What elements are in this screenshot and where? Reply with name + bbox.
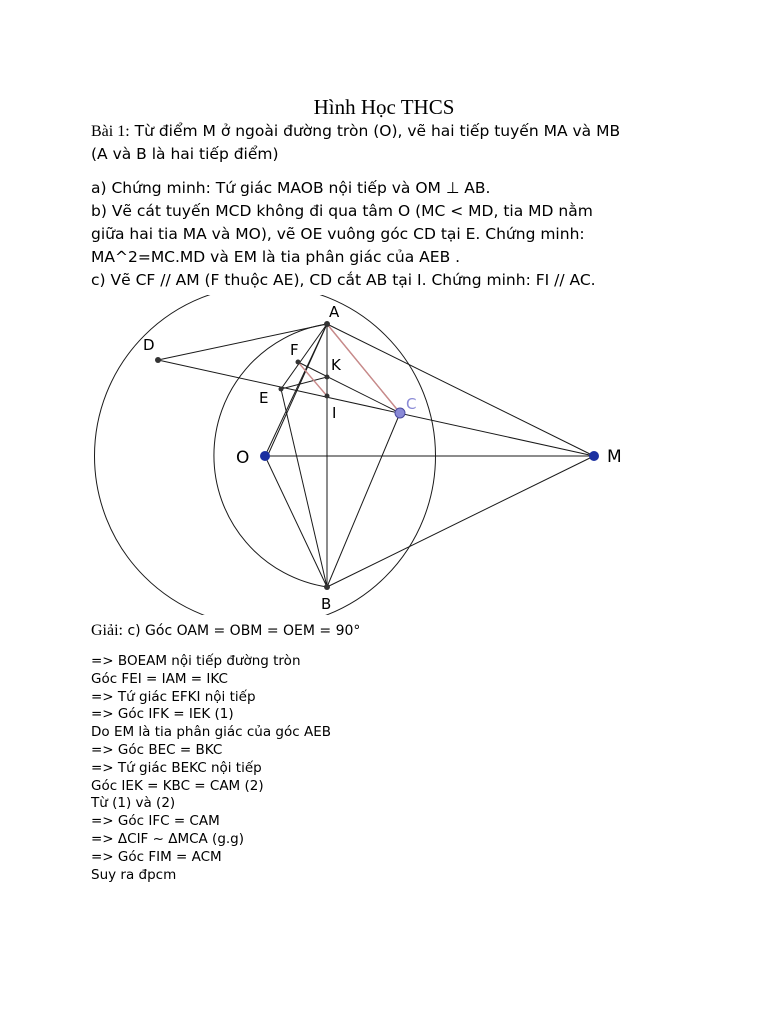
solution-line: => ΔCIF ~ ΔMCA (g.g)	[91, 830, 245, 847]
secant-md	[158, 360, 594, 456]
label-o: O	[236, 448, 250, 468]
problem-intro-line-1: Từ điểm M ở ngoài đường tròn (O), vẽ hai tiếp tuyến MA và MB	[129, 122, 621, 140]
point-e	[279, 387, 284, 392]
page-title: Hình Học THCS	[313, 95, 455, 119]
solution-line: => BOEAM nội tiếp đường tròn	[91, 653, 301, 669]
solution-label: Giải:	[91, 622, 123, 639]
point-a	[324, 321, 330, 327]
figure-lines	[158, 324, 594, 587]
accent-lines	[298, 324, 400, 413]
solution-line: Từ (1) và (2)	[91, 795, 176, 812]
segment-da	[158, 324, 327, 360]
solution-section	[91, 620, 691, 884]
label-a: A	[329, 303, 340, 321]
label-e: E	[259, 389, 269, 407]
problem-part-a: a) Chứng minh: Tứ giác MAOB nội tiếp và OM ⊥ AB.	[91, 179, 491, 197]
solution-line: Suy ra đpcm	[91, 866, 177, 883]
problem-part-b-line-2: giữa hai tia MA và MO), vẽ OE vuông góc CD tại E. Chứng minh:	[91, 225, 585, 243]
problem-part-c: c) Vẽ CF // AM (F thuộc AE), CD cắt AB tại I. Chứng minh: FI // AC.	[91, 271, 596, 289]
segment-fc	[298, 362, 400, 413]
label-b: B	[321, 595, 332, 613]
point-b	[324, 584, 330, 590]
segment-ma	[327, 324, 594, 456]
point-c	[395, 408, 405, 418]
problem-label: Bài 1:	[91, 123, 130, 140]
solution-line: => Góc IFK = IEK (1)	[91, 706, 234, 723]
solution-step-0: c) Góc OAM = OBM = OEM = 90°	[123, 623, 361, 639]
problem-intro	[91, 120, 731, 143]
label-f: F	[290, 341, 299, 359]
label-m: M	[607, 447, 622, 467]
label-i: I	[332, 404, 337, 422]
solution-line: => Góc BEC = BKC	[91, 741, 223, 758]
solution-line: => Góc IFC = CAM	[91, 813, 220, 830]
point-m	[589, 451, 599, 461]
solution-line: => Góc FIM = ACM	[91, 848, 222, 865]
segment-cb	[327, 413, 400, 587]
solution-first-line	[91, 620, 691, 642]
point-d	[155, 357, 161, 363]
solution-line: => Tứ giác BEKC nội tiếp	[91, 759, 262, 776]
solution-line: Góc FEI = IAM = IKC	[91, 670, 228, 687]
problem-part-b-line-1: b) Vẽ cát tuyến MCD không đi qua tâm O (MC < MD, tia MD nằm	[91, 202, 593, 220]
label-k: K	[331, 356, 341, 374]
geometry-figure	[0, 295, 768, 615]
point-i	[325, 394, 330, 399]
segment-eb	[281, 389, 327, 587]
label-c: C	[406, 395, 417, 413]
segment-mb	[327, 456, 594, 587]
problem-statement	[91, 120, 731, 292]
label-d: D	[143, 336, 155, 354]
problem-part-b-line-3: MA^2=MC.MD và EM là tia phân giác của AEB .	[91, 248, 461, 266]
solution-line: Do EM là tia phân giác của góc AEB	[91, 724, 332, 741]
solution-line: Góc IEK = KBC = CAM (2)	[91, 777, 264, 794]
problem-intro-line-2: (A và B là hai tiếp điểm)	[91, 145, 279, 163]
point-o	[260, 451, 270, 461]
solution-line: => Tứ giác EFKI nội tiếp	[91, 688, 256, 705]
point-k	[325, 375, 330, 380]
point-f	[296, 360, 301, 365]
